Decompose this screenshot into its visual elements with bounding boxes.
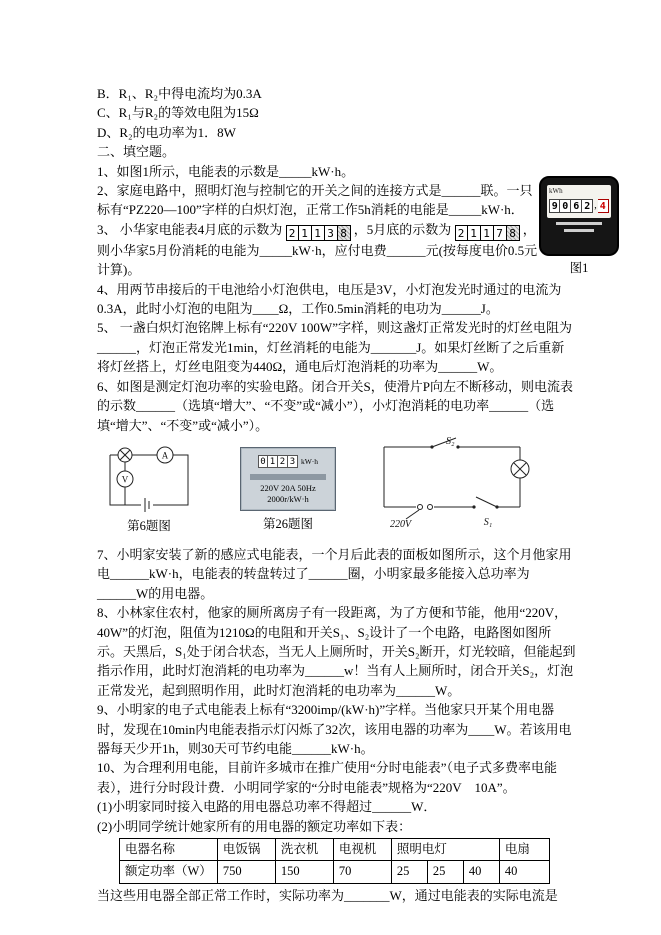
- reading-digit: 7: [494, 225, 507, 241]
- question-9: 9、小明家的电子式电能表上标有“3200imp/(kW·h)”字样。当他家只开某个用电器时，发现在10min内电能表指示灯闪烁了32次，该用电器的功率为____W。若该用电器每天少开1h，则30天可节约电能______kW·h。: [97, 702, 572, 756]
- panel-digit: 1: [268, 455, 278, 468]
- section-title: 二、填空题。: [97, 144, 176, 160]
- meter-panel-image: [240, 447, 336, 511]
- figure-q8-circuit: [369, 435, 549, 531]
- energy-meter-screen: [547, 185, 611, 218]
- meter-nameplate-line: [564, 229, 594, 232]
- header-lighting: 照明电灯: [391, 839, 499, 861]
- figure-q7-label: 第26题图: [262, 517, 313, 532]
- header-washer: 洗衣机: [275, 839, 333, 861]
- question-8: 8、小林家住农村，他家的厕所离房子有一段距离，为了方便和节能，他用“220V，40W”的灯泡，阻值为1210Ω的电阻和开关S₁、S₂设计了一个电路，电路图如图所示。天黑后，S₁处于闭合状态，当无人上厕所时，开关S₂断开，灯光较暗，但能起到指示作用，此时灯泡消耗的电功率为______w！当有人上厕所时，闭合开关S₂，灯泡正常发光，起到照明作用，此时灯泡消耗的电功率为______W。: [97, 605, 576, 698]
- value-cell: 40: [463, 861, 499, 883]
- figure1-energy-meter: [537, 176, 621, 278]
- meter-digit: 0: [560, 199, 571, 213]
- reading-digit: 1: [481, 225, 494, 241]
- q3-text-2: ，5月底的示数为: [353, 221, 452, 237]
- meter-unit-label: kWh: [549, 187, 563, 195]
- value-cell: 25: [427, 861, 463, 883]
- switch-s1-label: S₁: [483, 516, 493, 528]
- value-cell: 40: [499, 861, 549, 883]
- panel-unit-label: kW·h: [300, 456, 319, 466]
- meter-digit: 2: [582, 199, 593, 213]
- panel-spec-revs: 2000r/kW·h: [267, 494, 309, 505]
- q3-text-3: ，则小华家5月份消耗的电能为_____kW·h，应付电费______元(按每度电价0.5元计算)。: [97, 221, 538, 278]
- q6-circuit-diagram: [105, 441, 193, 513]
- option-b: B．R₁、R₂中得电流均为0.3A: [97, 86, 262, 101]
- question-1: 1、如图1所示，电能表的示数是_____kW·h。: [97, 163, 355, 179]
- reading-digit: 2: [286, 225, 299, 241]
- reading-digit: 3: [325, 225, 338, 241]
- question-10-sub2: (2)小明同学统计她家所有的用电器的额定功率如下表：: [97, 818, 412, 834]
- q3-text-1: 3、 小华家电能表4月底的示数为: [97, 221, 283, 237]
- header-fan: 电扇: [499, 839, 549, 861]
- header-tv: 电视机: [333, 839, 391, 861]
- panel-digit: 2: [278, 455, 288, 468]
- value-cell: 25: [391, 861, 427, 883]
- question-6: 6、如图是测定灯泡功率的实验电路。闭合开关S，使滑片P向左不断移动，则电流表的示数______（选填“增大”、“不变”或“减小”），小灯泡消耗的电功率______（选填“增大”、“不变”或“减小”）。: [97, 378, 573, 433]
- meter-reading-april: [286, 225, 351, 241]
- question-2: 2、家庭电路中，照明灯泡与控制它的开关之间的连接方式是______联。一只标有“PZ220—100”字样的白炽灯泡，正常工作5h消耗的电能是_____kW·h．: [97, 183, 533, 218]
- energy-meter-image: [539, 176, 619, 256]
- question-4: 4、用两节串接后的干电池给小灯泡供电，电压是3V，小灯泡发光时通过的电流为0.3A，此时小灯泡的电阻为____Ω，工作0.5min消耗的电功为______J。: [97, 281, 562, 317]
- source-voltage-label: 220V: [390, 518, 412, 530]
- figure1-label: 图1: [569, 261, 589, 275]
- source-terminal: [428, 504, 433, 509]
- meter-digit: 9: [549, 199, 560, 213]
- meter-digit: 6: [571, 199, 582, 213]
- figure-q7-meter-panel: [237, 447, 339, 535]
- header-rice-cooker: 电饭锅: [217, 839, 275, 861]
- reading-digit: 1: [299, 225, 312, 241]
- panel-spec-rating: 220V 20A 50Hz: [260, 483, 316, 494]
- reading-decimal-digit: 8: [338, 225, 351, 241]
- reading-digit: 2: [455, 225, 468, 241]
- option-d: D、R₂的电功率为1．8W: [97, 124, 236, 140]
- q8-circuit-diagram: [370, 435, 548, 531]
- reading-decimal-digit: 8: [507, 225, 520, 241]
- ammeter-letter: A: [161, 450, 169, 461]
- appliance-power-table: [119, 838, 550, 884]
- question-10: 10、为合理利用电能，目前许多城市在推广使用“分时电能表”（电子式多费率电能表），进行分时段计费．小明同学家的“分时电能表”规格为“220V 10A”。: [97, 760, 558, 795]
- question-10-sub1: (1)小明家同时接入电路的用电器总功率不得超过______W．: [97, 799, 437, 815]
- panel-digit: 3: [288, 455, 298, 468]
- reading-digit: 1: [312, 225, 325, 241]
- figures-row: [97, 435, 575, 545]
- table-values-row: [120, 861, 550, 883]
- question-5: 5、 一盏白炽灯泡铭牌上标有“220V 100W”字样，则这盏灯正常发光时的灯丝电阻为______，灯泡正常发光1min，灯丝消耗的电能为_______J。如果灯丝断了之后重新将灯丝搭上，灯丝电阻变为440Ω，通电后灯泡消耗的功率为______W。: [97, 320, 572, 375]
- switch-s1-blade: [476, 497, 497, 507]
- meter-decimal-digit: 4: [598, 199, 609, 213]
- question-3: [97, 220, 539, 280]
- meter-digit-row: [549, 196, 609, 215]
- source-terminal: [418, 504, 423, 509]
- value-cell: 70: [333, 861, 391, 883]
- header-appliance-name: 电器名称: [120, 839, 218, 861]
- panel-band: [250, 474, 326, 480]
- table-header-row: [120, 839, 550, 861]
- closing-line: 当这些用电器全部正常工作时，实际功率为_______W，通过电能表的实际电流是: [97, 887, 558, 903]
- voltmeter-letter: V: [121, 474, 129, 485]
- reading-digit: 1: [468, 225, 481, 241]
- meter-decimal-comma: ,: [594, 200, 597, 211]
- panel-digit-row: [244, 452, 332, 471]
- figure-q6-circuit: [103, 441, 195, 536]
- question-7: 7、小明家安装了新的感应式电能表，一个月后此表的面板如图所示，这个月他家用电______kW·h，电能表的转盘转过了______圈，小明家最多能接入总功率为______W的用电器。: [97, 546, 572, 601]
- figure-q6-label: 第6题图: [127, 518, 171, 533]
- panel-digit: 0: [258, 455, 268, 468]
- value-cell: 750: [217, 861, 275, 883]
- switch-s2-label: S₂: [446, 435, 455, 447]
- meter-reading-may: [455, 225, 520, 241]
- meter-nameplate-line: [556, 222, 602, 225]
- row-label-rated-power: 额定功率（W）: [120, 861, 218, 883]
- option-c: C、R₁与R₂的等效电阻为15Ω: [97, 105, 259, 121]
- value-cell: 150: [275, 861, 333, 883]
